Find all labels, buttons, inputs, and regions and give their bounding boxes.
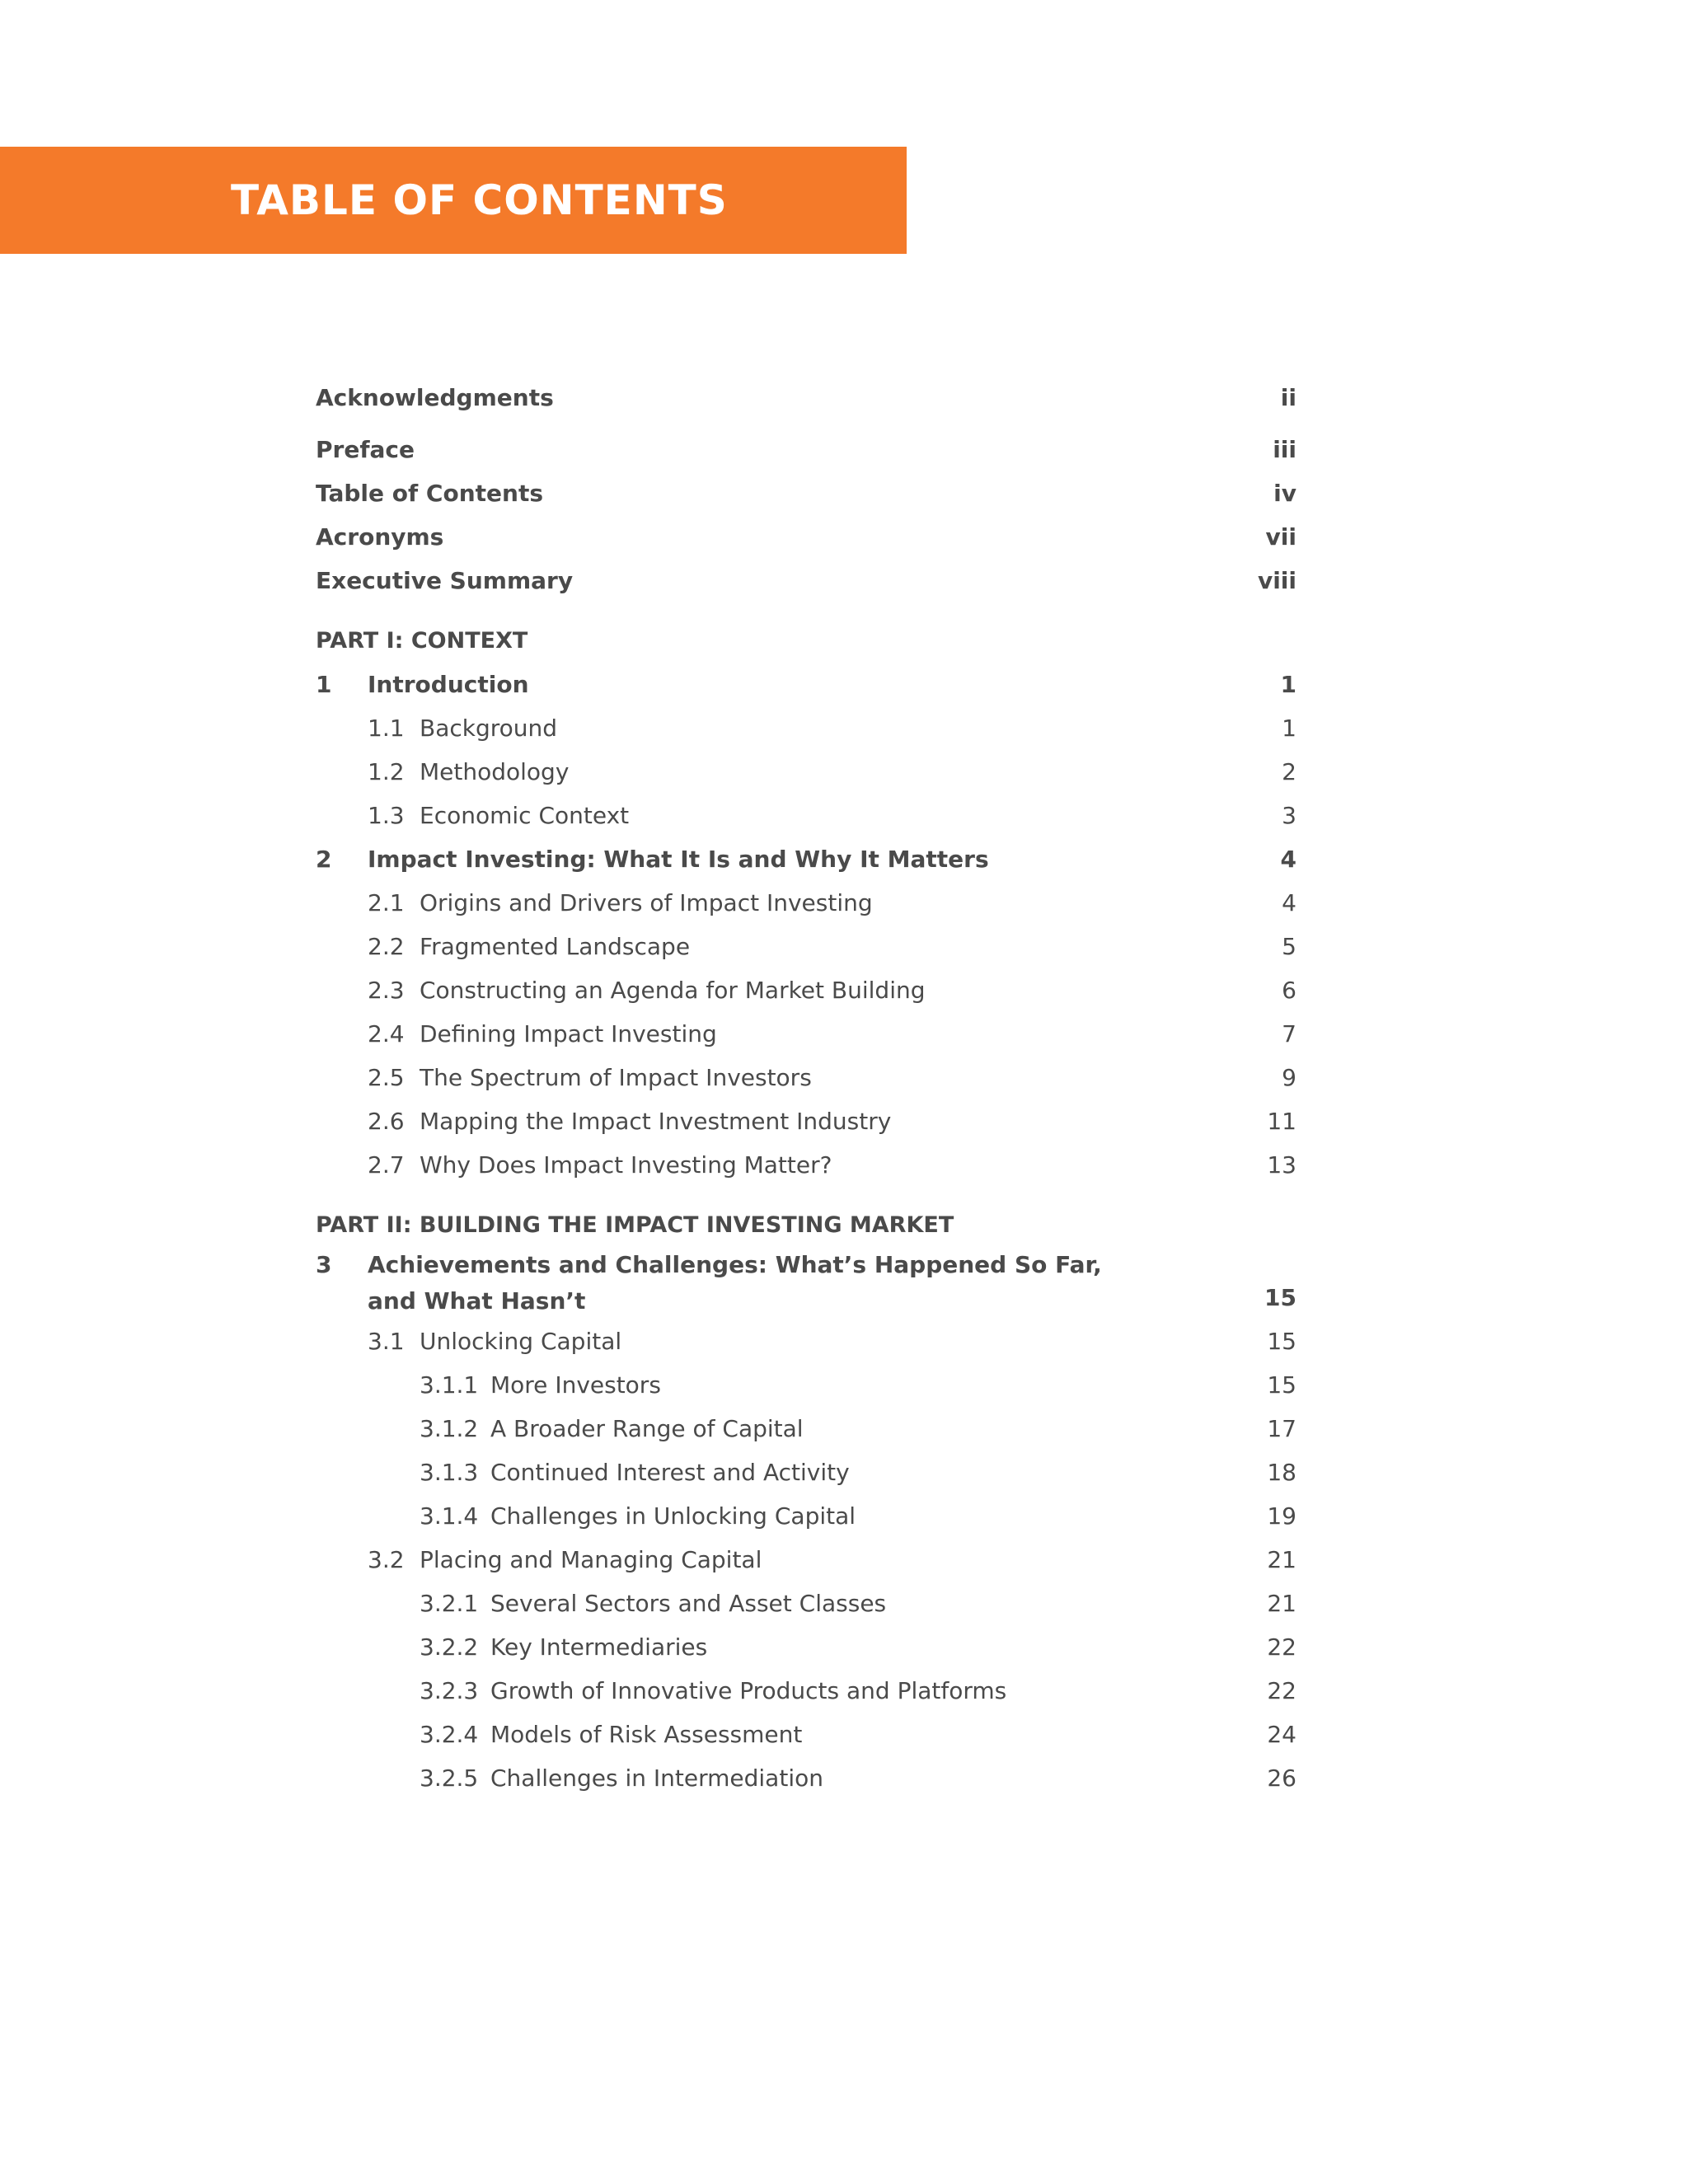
page-title: TABLE OF CONTENTS <box>231 176 728 224</box>
toc-section[interactable] <box>316 750 1296 794</box>
entry-page: 6 <box>1282 977 1296 1004</box>
entry-number: 1.2 <box>368 758 405 785</box>
entry-number: 3.1.1 <box>420 1371 479 1399</box>
toc-section[interactable] <box>316 706 1296 750</box>
entry-page: 24 <box>1267 1721 1296 1748</box>
entry-title: Challenges in Intermediation <box>490 1765 823 1792</box>
entry-page: 7 <box>1282 1020 1296 1047</box>
toc-entry-acronyms[interactable] <box>316 515 1296 559</box>
entry-number: 2.7 <box>368 1151 405 1179</box>
part-heading-1 <box>316 619 1296 663</box>
entry-title: Mapping the Impact Investment Industry <box>420 1108 892 1135</box>
entry-number: 3.2.1 <box>420 1590 479 1617</box>
entry-number: 2 <box>316 846 332 873</box>
toc-section[interactable] <box>316 794 1296 837</box>
entry-title-line-2: and What Hasn’t <box>368 1287 586 1315</box>
toc-subsection[interactable] <box>316 1407 1296 1451</box>
entry-page: 2 <box>1282 758 1296 785</box>
entry-page: 1 <box>1282 715 1296 742</box>
toc-section[interactable] <box>316 1099 1296 1143</box>
entry-number: 3.1 <box>368 1328 405 1355</box>
entry-page: 15 <box>1267 1371 1296 1399</box>
toc-subsection[interactable] <box>316 1451 1296 1494</box>
entry-title: Placing and Managing Capital <box>420 1546 762 1573</box>
entry-title: Unlocking Capital <box>420 1328 622 1355</box>
entry-number: 3.2.4 <box>420 1721 479 1748</box>
entry-number: 2.6 <box>368 1108 405 1135</box>
entry-number: 3.1.3 <box>420 1459 479 1486</box>
part-label: PART II: BUILDING THE IMPACT INVESTING MARKET <box>316 1212 954 1238</box>
entry-number: 3.2 <box>368 1546 405 1573</box>
entry-title: Economic Context <box>420 802 630 829</box>
entry-page: 17 <box>1267 1415 1296 1442</box>
entry-title: Acknowledgments <box>316 384 554 411</box>
entry-page: ii <box>1280 384 1296 411</box>
part-heading-2 <box>316 1203 1296 1247</box>
entry-page: 4 <box>1282 889 1296 916</box>
entry-title: Why Does Impact Investing Matter? <box>420 1151 832 1179</box>
entry-title: Introduction <box>368 671 529 698</box>
entry-page: 19 <box>1267 1502 1296 1530</box>
toc-section[interactable] <box>316 925 1296 968</box>
toc-subsection[interactable] <box>316 1363 1296 1407</box>
entry-title: A Broader Range of Capital <box>490 1415 804 1442</box>
toc-subsection[interactable] <box>316 1494 1296 1538</box>
entry-number: 3.2.5 <box>420 1765 479 1792</box>
entry-page: 22 <box>1267 1633 1296 1661</box>
entry-title: Background <box>420 715 558 742</box>
entry-title: Table of Contents <box>316 480 544 507</box>
title-banner <box>0 147 907 254</box>
toc-subsection[interactable] <box>316 1625 1296 1669</box>
entry-title: Defining Impact Investing <box>420 1020 717 1047</box>
toc-section[interactable] <box>316 1012 1296 1056</box>
toc-subsection[interactable] <box>316 1713 1296 1756</box>
entry-number: 2.5 <box>368 1064 405 1091</box>
entry-number: 3.2.3 <box>420 1677 479 1704</box>
entry-number: 1.1 <box>368 715 405 742</box>
entry-number: 2.1 <box>368 889 405 916</box>
entry-title: Preface <box>316 436 415 463</box>
entry-page: 21 <box>1267 1590 1296 1617</box>
toc-section-3-2[interactable] <box>316 1538 1296 1582</box>
entry-title: Growth of Innovative Products and Platforms <box>490 1677 1007 1704</box>
part-label: PART I: CONTEXT <box>316 628 528 654</box>
toc-section[interactable] <box>316 1143 1296 1187</box>
entry-page: 18 <box>1267 1459 1296 1486</box>
toc-section[interactable] <box>316 881 1296 925</box>
entry-page: 22 <box>1267 1677 1296 1704</box>
entry-page: 3 <box>1282 802 1296 829</box>
entry-number: 3.1.2 <box>420 1415 479 1442</box>
toc-entry-preface[interactable] <box>316 428 1296 471</box>
entry-page: iv <box>1273 480 1296 507</box>
toc-chapter-3[interactable] <box>316 1247 1296 1319</box>
entry-title-line-1: Achievements and Challenges: What’s Happened So Far, <box>368 1251 1102 1278</box>
entry-page: 1 <box>1280 671 1296 698</box>
entry-title: More Investors <box>490 1371 661 1399</box>
entry-page: 11 <box>1267 1108 1296 1135</box>
entry-title: Impact Investing: What It Is and Why It Matters <box>368 846 989 873</box>
toc-entry-acknowledgments[interactable] <box>316 376 1296 419</box>
entry-title: Origins and Drivers of Impact Investing <box>420 889 873 916</box>
entry-page: viii <box>1257 567 1296 594</box>
entry-title: Executive Summary <box>316 567 574 594</box>
entry-number: 1 <box>316 671 332 698</box>
entry-page: 13 <box>1267 1151 1296 1179</box>
entry-number: 2.4 <box>368 1020 405 1047</box>
toc-chapter-1[interactable] <box>316 663 1296 706</box>
toc-subsection[interactable] <box>316 1582 1296 1625</box>
toc-entry-executive-summary[interactable] <box>316 559 1296 602</box>
entry-title: Challenges in Unlocking Capital <box>490 1502 856 1530</box>
entry-page: vii <box>1265 523 1296 551</box>
table-of-contents <box>316 376 1296 1800</box>
entry-number: 2.2 <box>368 933 405 960</box>
entry-title: Several Sectors and Asset Classes <box>490 1590 887 1617</box>
entry-page: 9 <box>1282 1064 1296 1091</box>
entry-title: Acronyms <box>316 523 444 551</box>
toc-subsection[interactable] <box>316 1669 1296 1713</box>
entry-page: iii <box>1273 436 1296 463</box>
entry-title: Methodology <box>420 758 570 785</box>
toc-subsection[interactable] <box>316 1756 1296 1800</box>
entry-title <box>368 1247 1102 1319</box>
entry-page: 5 <box>1282 933 1296 960</box>
entry-title: The Spectrum of Impact Investors <box>420 1064 812 1091</box>
toc-section-3-1[interactable] <box>316 1319 1296 1363</box>
entry-number: 3.2.2 <box>420 1633 479 1661</box>
entry-title: Models of Risk Assessment <box>490 1721 803 1748</box>
toc-section[interactable] <box>316 1056 1296 1099</box>
entry-title: Fragmented Landscape <box>420 933 691 960</box>
entry-number: 3.1.4 <box>420 1502 479 1530</box>
entry-page: 15 <box>1264 1284 1296 1311</box>
entry-title: Continued Interest and Activity <box>490 1459 850 1486</box>
toc-entry-table-of-contents[interactable] <box>316 471 1296 515</box>
entry-number: 3 <box>316 1251 332 1278</box>
entry-page: 21 <box>1267 1546 1296 1573</box>
entry-page: 26 <box>1267 1765 1296 1792</box>
entry-number: 2.3 <box>368 977 405 1004</box>
toc-chapter-2[interactable] <box>316 837 1296 881</box>
entry-title: Constructing an Agenda for Market Building <box>420 977 926 1004</box>
entry-page: 4 <box>1280 846 1296 873</box>
entry-title: Key Intermediaries <box>490 1633 708 1661</box>
entry-page: 15 <box>1267 1328 1296 1355</box>
entry-number: 1.3 <box>368 802 405 829</box>
toc-section[interactable] <box>316 968 1296 1012</box>
